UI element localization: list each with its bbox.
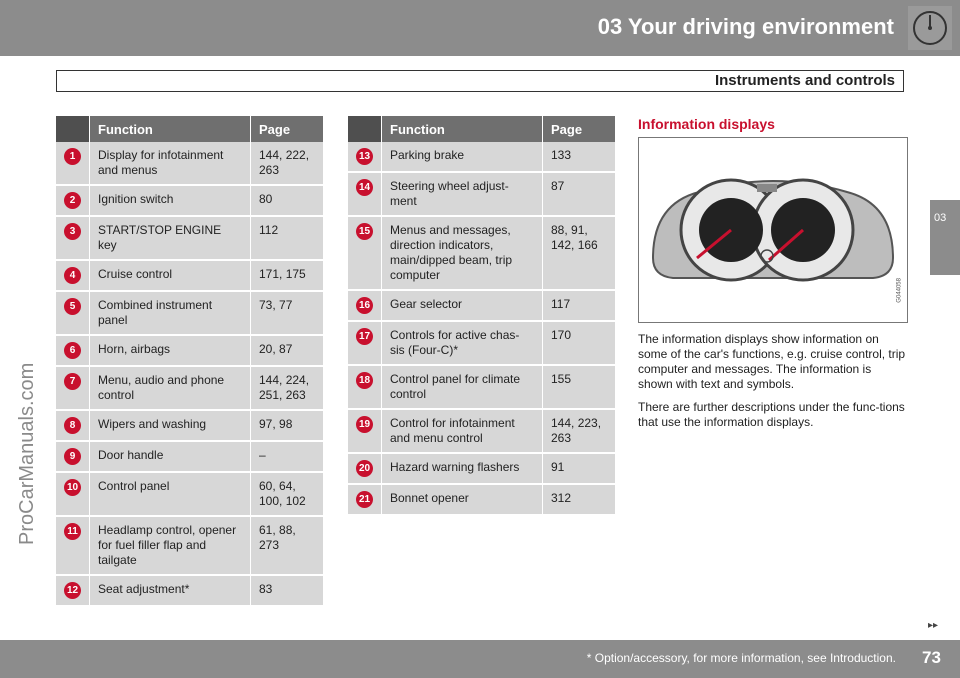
function-cell: START/STOP ENGINE key bbox=[90, 217, 251, 261]
item-number-badge: 3 bbox=[64, 223, 81, 240]
item-number-cell bbox=[348, 291, 382, 322]
table-row bbox=[348, 217, 616, 291]
page-cell: – bbox=[251, 442, 324, 473]
side-tab-number: 03 bbox=[934, 212, 947, 224]
table-row bbox=[348, 366, 616, 410]
item-number-badge: 9 bbox=[64, 448, 81, 465]
function-cell: Control panel for climate control bbox=[382, 366, 543, 410]
page-cell: 171, 175 bbox=[251, 261, 324, 292]
footnote: * Option/accessory, for more information, see Introduction. bbox=[586, 651, 896, 665]
item-number-badge: 7 bbox=[64, 373, 81, 390]
table-row bbox=[56, 336, 324, 367]
page-cell: 73, 77 bbox=[251, 292, 324, 336]
function-cell: Display for infotainment and menus bbox=[90, 142, 251, 186]
function-cell: Combined instrument panel bbox=[90, 292, 251, 336]
page-cell: 112 bbox=[251, 217, 324, 261]
item-number-cell bbox=[56, 517, 90, 576]
item-number-cell bbox=[56, 576, 90, 607]
function-cell: Cruise control bbox=[90, 261, 251, 292]
table-row bbox=[56, 217, 324, 261]
page-cell: 144, 224, 251, 263 bbox=[251, 367, 324, 411]
table-row bbox=[56, 576, 324, 607]
number-header bbox=[56, 116, 90, 142]
info-paragraph-2: There are further descriptions under the func-tions that use the information displays. bbox=[638, 400, 905, 429]
page-cell: 117 bbox=[543, 291, 616, 322]
page-cell: 133 bbox=[543, 142, 616, 173]
function-table-1 bbox=[56, 116, 324, 607]
number-header bbox=[348, 116, 382, 142]
figure-code: G044058 bbox=[897, 278, 903, 303]
item-number-cell bbox=[56, 336, 90, 367]
table-row bbox=[56, 261, 324, 292]
page-cell: 88, 91, 142, 166 bbox=[543, 217, 616, 291]
table-row bbox=[56, 142, 324, 186]
item-number-badge: 20 bbox=[356, 460, 373, 477]
item-number-cell bbox=[56, 186, 90, 217]
function-header: Function bbox=[382, 116, 543, 142]
item-number-cell bbox=[56, 217, 90, 261]
item-number-cell bbox=[56, 261, 90, 292]
item-number-cell bbox=[56, 367, 90, 411]
item-number-badge: 14 bbox=[356, 179, 373, 196]
page-cell: 170 bbox=[543, 322, 616, 366]
watermark: ProCarManuals.com bbox=[16, 362, 38, 545]
page-cell: 87 bbox=[543, 173, 616, 217]
section-bar bbox=[56, 70, 904, 92]
page-number: 73 bbox=[922, 648, 941, 667]
function-cell: Headlamp control, opener for fuel filler flap and tailgate bbox=[90, 517, 251, 576]
item-number-cell bbox=[348, 322, 382, 366]
table-row bbox=[56, 517, 324, 576]
item-number-badge: 17 bbox=[356, 328, 373, 345]
item-number-badge: 21 bbox=[356, 491, 373, 508]
item-number-badge: 5 bbox=[64, 298, 81, 315]
page-cell: 61, 88, 273 bbox=[251, 517, 324, 576]
item-number-cell bbox=[348, 173, 382, 217]
function-cell: Parking brake bbox=[382, 142, 543, 173]
page-cell: 144, 223, 263 bbox=[543, 410, 616, 454]
function-cell: Seat adjustment* bbox=[90, 576, 251, 607]
item-number-cell bbox=[56, 411, 90, 442]
function-table-2 bbox=[348, 116, 616, 516]
item-number-cell bbox=[348, 217, 382, 291]
table-row bbox=[348, 173, 616, 217]
item-number-cell bbox=[348, 142, 382, 173]
function-cell: Control for infotainment and menu control bbox=[382, 410, 543, 454]
item-number-cell bbox=[348, 410, 382, 454]
item-number-badge: 6 bbox=[64, 342, 81, 359]
page-cell: 155 bbox=[543, 366, 616, 410]
item-number-badge: 18 bbox=[356, 372, 373, 389]
table-row bbox=[56, 367, 324, 411]
function-cell: Menus and messages, direction indicators, main/dipped beam, trip computer bbox=[382, 217, 543, 291]
item-number-badge: 19 bbox=[356, 416, 373, 433]
table-row bbox=[348, 142, 616, 173]
function-cell: Horn, airbags bbox=[90, 336, 251, 367]
function-cell: Gear selector bbox=[382, 291, 543, 322]
table-row bbox=[56, 292, 324, 336]
item-number-cell bbox=[348, 454, 382, 485]
function-cell: Hazard warning flashers bbox=[382, 454, 543, 485]
item-number-cell bbox=[348, 366, 382, 410]
item-number-cell bbox=[56, 142, 90, 186]
table-row bbox=[348, 454, 616, 485]
item-number-badge: 4 bbox=[64, 267, 81, 284]
item-number-cell bbox=[56, 473, 90, 517]
function-header: Function bbox=[90, 116, 251, 142]
page-cell: 83 bbox=[251, 576, 324, 607]
page-cell: 97, 98 bbox=[251, 411, 324, 442]
page-cell: 60, 64, 100, 102 bbox=[251, 473, 324, 517]
page-cell: 91 bbox=[543, 454, 616, 485]
table-2-body bbox=[348, 142, 616, 516]
function-cell: Steering wheel adjust-ment bbox=[382, 173, 543, 217]
chapter-title: 03 Your driving environment bbox=[597, 14, 894, 39]
page-cell: 80 bbox=[251, 186, 324, 217]
instrument-cluster-illustration bbox=[639, 138, 907, 322]
function-cell: Control panel bbox=[90, 473, 251, 517]
item-number-badge: 8 bbox=[64, 417, 81, 434]
function-cell: Door handle bbox=[90, 442, 251, 473]
speedometer-icon bbox=[908, 6, 952, 50]
item-number-cell bbox=[348, 485, 382, 516]
function-cell: Bonnet opener bbox=[382, 485, 543, 516]
page-header: Page bbox=[543, 116, 616, 142]
next-page-arrows: ▸▸ bbox=[928, 620, 939, 631]
page-cell: 312 bbox=[543, 485, 616, 516]
info-paragraph-1: The information displays show information on some of the car's functions, e.g. cruise control, trip computer and messages. The information is shown with text and symbols. bbox=[638, 332, 906, 391]
item-number-cell bbox=[56, 292, 90, 336]
item-number-badge: 11 bbox=[64, 523, 81, 540]
item-number-badge: 1 bbox=[64, 148, 81, 165]
table-row bbox=[348, 485, 616, 516]
instrument-cluster-figure bbox=[638, 137, 908, 323]
table-row bbox=[56, 186, 324, 217]
item-number-badge: 10 bbox=[64, 479, 81, 496]
function-cell: Ignition switch bbox=[90, 186, 251, 217]
item-number-badge: 12 bbox=[64, 582, 81, 599]
item-number-badge: 2 bbox=[64, 192, 81, 209]
table-row bbox=[348, 410, 616, 454]
function-cell: Controls for active chas-sis (Four-C)* bbox=[382, 322, 543, 366]
page-cell: 20, 87 bbox=[251, 336, 324, 367]
page-cell: 144, 222, 263 bbox=[251, 142, 324, 186]
section-title: Instruments and controls bbox=[714, 72, 895, 89]
table-row bbox=[348, 291, 616, 322]
item-number-badge: 13 bbox=[356, 148, 373, 165]
table-1-body bbox=[56, 142, 324, 607]
table-row bbox=[56, 411, 324, 442]
function-cell: Wipers and washing bbox=[90, 411, 251, 442]
page-header: Page bbox=[251, 116, 324, 142]
table-row bbox=[56, 473, 324, 517]
item-number-badge: 15 bbox=[356, 223, 373, 240]
table-row bbox=[348, 322, 616, 366]
function-cell: Menu, audio and phone control bbox=[90, 367, 251, 411]
info-heading: Information displays bbox=[638, 116, 775, 132]
item-number-badge: 16 bbox=[356, 297, 373, 314]
table-row bbox=[56, 442, 324, 473]
item-number-cell bbox=[56, 442, 90, 473]
